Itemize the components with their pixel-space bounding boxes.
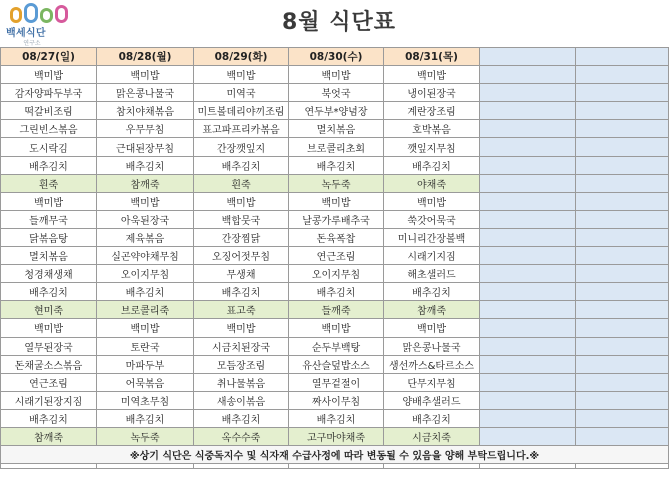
menu-item-cell: 돈채굴소스볶음 [1,355,97,373]
menu-item-cell: 참치야채볶음 [97,102,194,120]
menu-item-cell: 배추김치 [97,156,194,174]
empty-cell [576,283,669,301]
menu-item-cell: 시금치된장국 [194,337,289,355]
empty-cell [480,174,576,192]
menu-item-cell: 날콩가루배추국 [289,210,384,228]
menu-item-cell: 배추김치 [289,409,384,427]
menu-item-cell: 해초샐러드 [384,265,480,283]
menu-item-cell: 미역국 [194,84,289,102]
menu-item-cell: 간장깻잎지 [194,138,289,156]
menu-item-cell: 백미밥 [289,66,384,84]
empty-cell [480,319,576,337]
empty-cell [576,355,669,373]
empty-cell [576,337,669,355]
porridge-cell: 옥수수죽 [194,427,289,445]
tail-cell [194,464,289,469]
empty-cell [480,192,576,210]
tail-cell [97,464,194,469]
empty-cell [576,373,669,391]
menu-row [1,265,669,283]
menu-item-cell: 근대된장무침 [97,138,194,156]
tail-row [1,464,669,469]
menu-item-cell: 우무무침 [97,120,194,138]
menu-item-cell: 깻잎지무침 [384,138,480,156]
menu-item-cell: 연근조림 [289,247,384,265]
date-header-row [1,48,669,66]
tail-cell [576,464,669,469]
menu-item-cell: 배추김치 [1,283,97,301]
empty-cell [480,120,576,138]
menu-item-cell: 맑은콩나물국 [384,337,480,355]
empty-cell [576,247,669,265]
empty-cell [480,138,576,156]
menu-item-cell: 백미밥 [384,192,480,210]
menu-item-cell: 백미밥 [384,319,480,337]
menu-item-cell: 배추김치 [194,409,289,427]
menu-item-cell: 백합뭇국 [194,210,289,228]
menu-item-cell: 들깨무국 [1,210,97,228]
menu-item-cell: 새송이볶음 [194,391,289,409]
menu-row [1,409,669,427]
porridge-cell: 녹두죽 [289,174,384,192]
empty-cell [576,210,669,228]
menu-item-cell: 냉이된장국 [384,84,480,102]
empty-cell [480,265,576,283]
menu-item-cell: 백미밥 [289,319,384,337]
menu-item-cell: 브로콜리초회 [289,138,384,156]
porridge-row [1,174,669,192]
tail-cell [289,464,384,469]
menu-item-cell: 북엇국 [289,84,384,102]
porridge-row [1,427,669,445]
menu-item-cell: 백미밥 [1,66,97,84]
menu-item-cell: 연두부*양념장 [289,102,384,120]
menu-item-cell: 계란장조림 [384,102,480,120]
menu-row [1,391,669,409]
porridge-row [1,301,669,319]
porridge-cell: 현미죽 [1,301,97,319]
empty-cell [576,102,669,120]
empty-cell [480,228,576,246]
menu-item-cell: 백미밥 [384,66,480,84]
porridge-cell: 흰죽 [194,174,289,192]
menu-item-cell: 감자양파두부국 [1,84,97,102]
menu-item-cell: 배추김치 [384,409,480,427]
menu-item-cell: 배추김치 [1,156,97,174]
empty-cell [576,301,669,319]
empty-cell [576,66,669,84]
empty-cell [480,283,576,301]
empty-cell [576,391,669,409]
menu-item-cell: 백미밥 [97,66,194,84]
porridge-cell: 야채죽 [384,174,480,192]
menu-row [1,192,669,210]
menu-item-cell: 돈육폭찹 [289,228,384,246]
menu-item-cell: 배추김치 [384,283,480,301]
empty-cell [480,210,576,228]
menu-row [1,156,669,174]
empty-cell [480,391,576,409]
header [0,0,670,46]
date-header-cell: 08/31(목) [384,48,480,66]
menu-item-cell: 쑥갓어묵국 [384,210,480,228]
date-header-cell: 08/27(일) [1,48,97,66]
menu-item-cell: 오이지무침 [289,265,384,283]
menu-item-cell: 단무지무침 [384,373,480,391]
menu-item-cell: 배추김치 [194,156,289,174]
menu-row [1,247,669,265]
porridge-cell: 참깨죽 [97,174,194,192]
menu-item-cell: 배추김치 [384,156,480,174]
date-header-cell: 08/30(수) [289,48,384,66]
menu-row [1,373,669,391]
menu-item-cell: 백미밥 [97,192,194,210]
menu-table [0,47,669,469]
porridge-cell: 흰죽 [1,174,97,192]
porridge-cell: 참깨죽 [1,427,97,445]
empty-cell [576,120,669,138]
porridge-cell: 브로콜리죽 [97,301,194,319]
menu-item-cell: 백미밥 [1,319,97,337]
empty-cell [576,138,669,156]
menu-item-cell: 마파두부 [97,355,194,373]
porridge-cell: 시금치죽 [384,427,480,445]
menu-item-cell: 제육볶음 [97,228,194,246]
menu-item-cell: 떡갈비조림 [1,102,97,120]
notice-row [1,446,669,464]
logo-subtext: 연구소 [23,40,41,47]
menu-row [1,102,669,120]
menu-item-cell: 모듬장조림 [194,355,289,373]
empty-cell [480,84,576,102]
menu-item-cell: 백미밥 [1,192,97,210]
menu-item-cell: 청경채생채 [1,265,97,283]
menu-item-cell: 연근조림 [1,373,97,391]
menu-item-cell: 오징어젓무침 [194,247,289,265]
porridge-cell: 고구마야채죽 [289,427,384,445]
porridge-cell: 녹두죽 [97,427,194,445]
menu-item-cell: 멸치볶음 [1,247,97,265]
menu-item-cell: 멸치볶음 [289,120,384,138]
menu-item-cell: 오이지무침 [97,265,194,283]
menu-item-cell: 백미밥 [194,192,289,210]
menu-item-cell: 생선까스&타르소스 [384,355,480,373]
menu-item-cell: 미니리간장볼백 [384,228,480,246]
menu-row [1,337,669,355]
tail-cell [1,464,97,469]
menu-row [1,120,669,138]
notice-text: ※상기 식단은 식중독지수 및 식자재 수급사정에 따라 변동될 수 있음을 양해 부탁드립니다.※ [1,446,669,464]
empty-cell [576,319,669,337]
menu-item-cell: 표고파프리카볶음 [194,120,289,138]
menu-row [1,355,669,373]
menu-item-cell: 유산슬덮밥소스 [289,355,384,373]
date-header-cell: 08/29(화) [194,48,289,66]
menu-item-cell: 열무된장국 [1,337,97,355]
tail-cell [480,464,576,469]
empty-cell [576,192,669,210]
menu-item-cell: 간장찜닭 [194,228,289,246]
menu-item-cell: 아욱된장국 [97,210,194,228]
menu-item-cell: 양배추샐러드 [384,391,480,409]
porridge-cell: 표고죽 [194,301,289,319]
empty-cell [576,84,669,102]
menu-item-cell: 백미밥 [97,319,194,337]
empty-cell [480,427,576,445]
menu-item-cell: 실곤약야채무침 [97,247,194,265]
menu-item-cell: 무생채 [194,265,289,283]
tail-cell [384,464,480,469]
empty-cell [480,66,576,84]
menu-row [1,138,669,156]
empty-cell [480,409,576,427]
menu-item-cell: 어묵볶음 [97,373,194,391]
menu-item-cell: 취나물볶음 [194,373,289,391]
menu-item-cell: 백미밥 [194,66,289,84]
menu-item-cell: 도시락김 [1,138,97,156]
empty-cell [576,409,669,427]
menu-item-cell: 그린빈스볶음 [1,120,97,138]
menu-item-cell: 미역초무침 [97,391,194,409]
menu-row [1,283,669,301]
menu-item-cell: 배추김치 [289,156,384,174]
menu-item-cell: 배추김치 [97,409,194,427]
menu-item-cell: 순두부백탕 [289,337,384,355]
empty-cell [576,228,669,246]
empty-cell [480,247,576,265]
empty-cell [576,156,669,174]
menu-item-cell: 배추김치 [1,409,97,427]
menu-row [1,84,669,102]
menu-item-cell: 백미밥 [194,319,289,337]
menu-item-cell: 열무겉절이 [289,373,384,391]
empty-cell [480,337,576,355]
menu-item-cell: 시래기된장지짐 [1,391,97,409]
empty-cell [480,48,576,66]
menu-row [1,228,669,246]
empty-cell [576,48,669,66]
menu-row [1,66,669,84]
porridge-cell: 참깨죽 [384,301,480,319]
menu-item-cell: 닭볶음탕 [1,228,97,246]
menu-item-cell: 미트볼데리야끼조림 [194,102,289,120]
empty-cell [576,427,669,445]
empty-cell [480,102,576,120]
empty-cell [480,373,576,391]
menu-item-cell: 시래기지짐 [384,247,480,265]
menu-item-cell: 배추김치 [289,283,384,301]
menu-item-cell: 백미밥 [289,192,384,210]
menu-item-cell: 맑은콩나물국 [97,84,194,102]
menu-row [1,210,669,228]
porridge-cell: 들깨죽 [289,301,384,319]
empty-cell [576,174,669,192]
menu-item-cell: 짜사이무침 [289,391,384,409]
empty-cell [480,355,576,373]
empty-cell [576,265,669,283]
empty-cell [480,301,576,319]
menu-item-cell: 토란국 [97,337,194,355]
menu-row [1,319,669,337]
page-title: 8월 식단표 [282,10,396,35]
menu-item-cell: 호박볶음 [384,120,480,138]
empty-cell [480,156,576,174]
date-header-cell: 08/28(월) [97,48,194,66]
menu-item-cell: 배추김치 [97,283,194,301]
logo-text: 백세식단 [6,28,46,39]
menu-item-cell: 배추김치 [194,283,289,301]
